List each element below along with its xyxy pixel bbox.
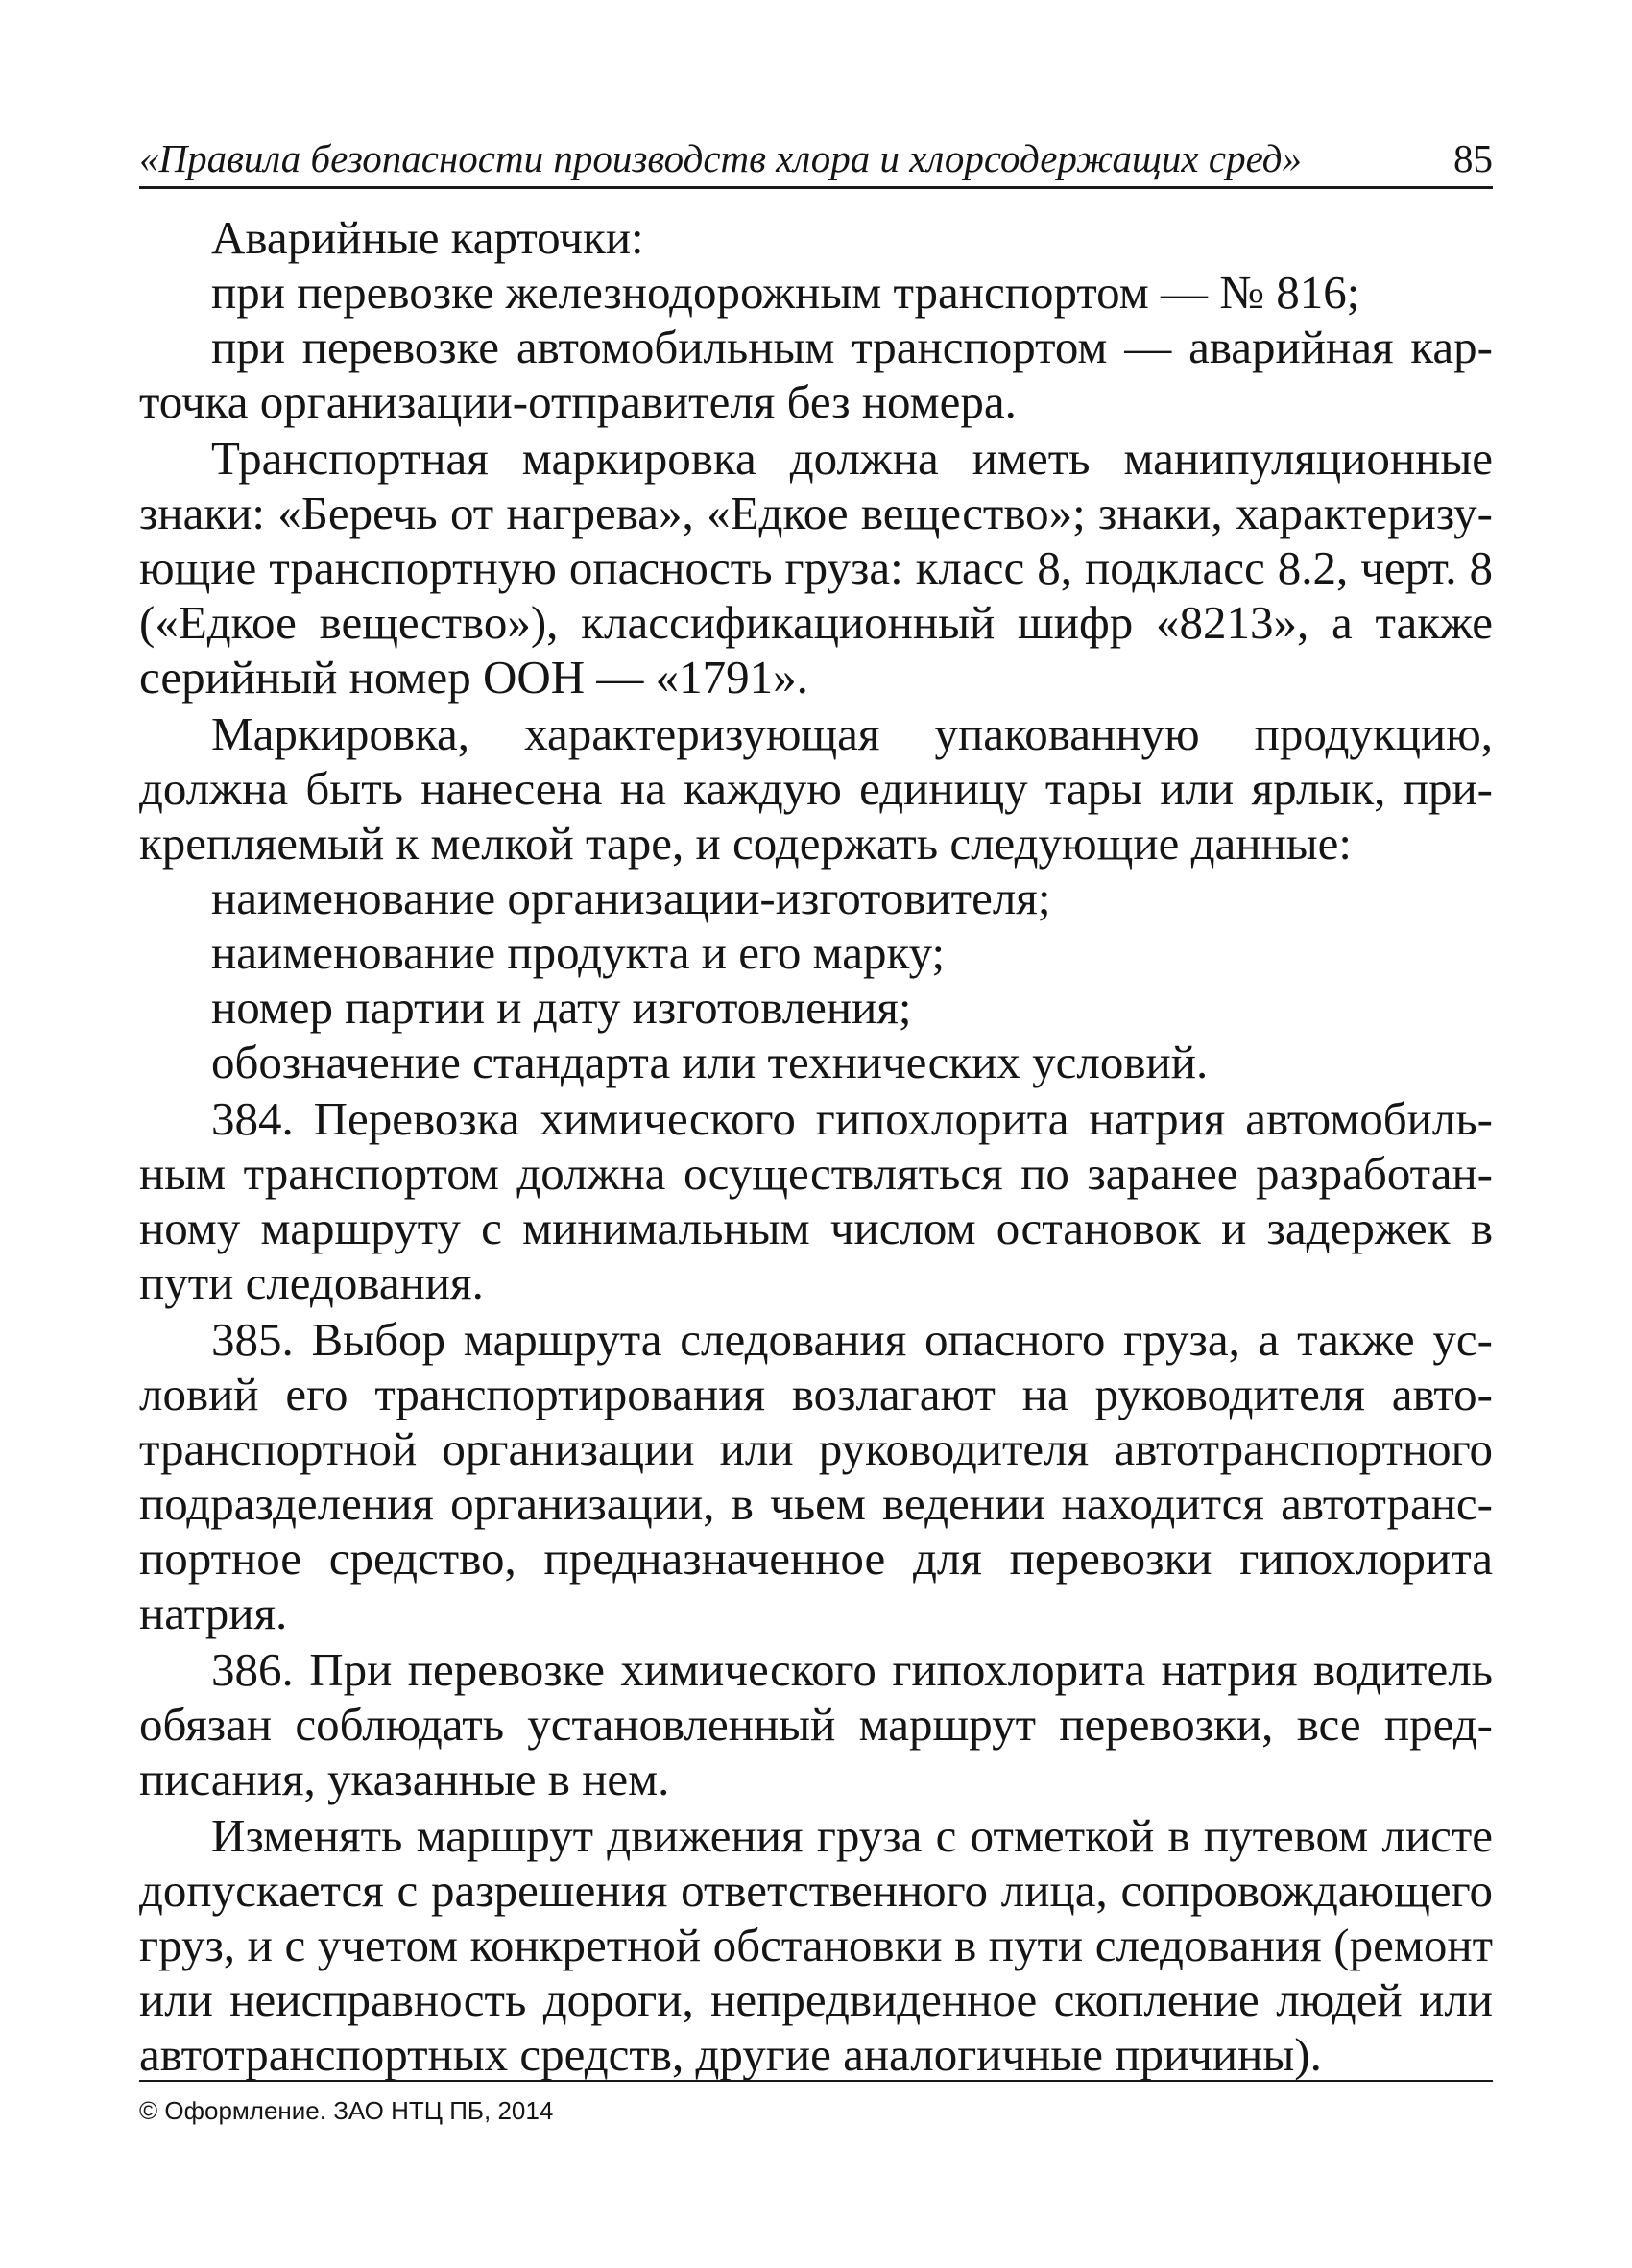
footer-copyright: © Оформление. ЗАО НТЦ ПБ, 2014	[139, 2096, 554, 2125]
body-text	[139, 210, 1493, 2082]
paragraph-386: 386. При перевозке химического гипохлорита натрия водитель обязан соблюдать установленный маршрут перевозки, все предписания, указанные в нем.	[139, 1643, 1493, 1805]
list-item-batch: номер партии и дату изготовления;	[211, 981, 912, 1034]
paragraph-transport-marking: Транспортная маркировка должна иметь манипуляционные знаки: «Беречь от нагрева», «Едкое вещество»; знаки, характеризующие транспортную опасность груза: класс 8, подкласс 8.2, черт. 8 («Едкое вещество»), классификационный шифр «8213», а также серийный номер ООН — «1791».	[139, 432, 1493, 704]
paragraph-route-change: Изменять маршрут движения груза с отметкой в путевом листе допускается с разрешения ответственного лица, сопровождающего груз, и с учетом конкретной обстановки в пути следования (ремонт или неисправность дороги, непредвиденное скопление людей или автотранспортных средств, другие аналогичные причины).	[139, 1809, 1493, 2081]
document-page	[139, 0, 1493, 2268]
paragraph-railway-card: при перевозке железнодорожным транспортом — № 816;	[211, 266, 1360, 319]
list-item-standard: обозначение стандарта или технических условий.	[211, 1036, 1209, 1088]
running-title: «Правила безопасности производств хлора и хлорсодержащих сред»	[139, 136, 1302, 180]
page-number: 85	[1453, 136, 1493, 180]
paragraph-package-marking: Маркировка, характеризующая упакованную продукцию, должна быть нанесена на каждую единицу тары или ярлык, прикрепляемый к мелкой таре, и содержать следующие данные:	[139, 707, 1493, 870]
footer-divider	[139, 2080, 1493, 2082]
list-item-manufacturer: наименование организации-изготовителя;	[211, 871, 1051, 924]
paragraph-384: 384. Перевозка химического гипохлорита натрия автомобильным транспортом должна осуществляться по заранее разработанному маршруту с минимальным числом остановок и задержек в пути следования.	[139, 1092, 1493, 1309]
paragraph-road-card: при перевозке автомобильным транспортом — аварийная карточка организации-отправителя без номера.	[139, 321, 1493, 428]
running-header	[139, 127, 1493, 189]
list-item-product: наименование продукта и его марку;	[211, 926, 946, 979]
paragraph-emergency-cards-heading: Аварийные карточки:	[211, 211, 644, 264]
paragraph-385: 385. Выбор маршрута следования опасного груза, а также условий его транспортирования возлагают на руководителя автотранспортной организации или руководителя автотранспортного подразделения организации, в чьем ведении находится автотранспортное средство, предназначенное для перевозки гипохлорита натрия.	[139, 1313, 1493, 1639]
